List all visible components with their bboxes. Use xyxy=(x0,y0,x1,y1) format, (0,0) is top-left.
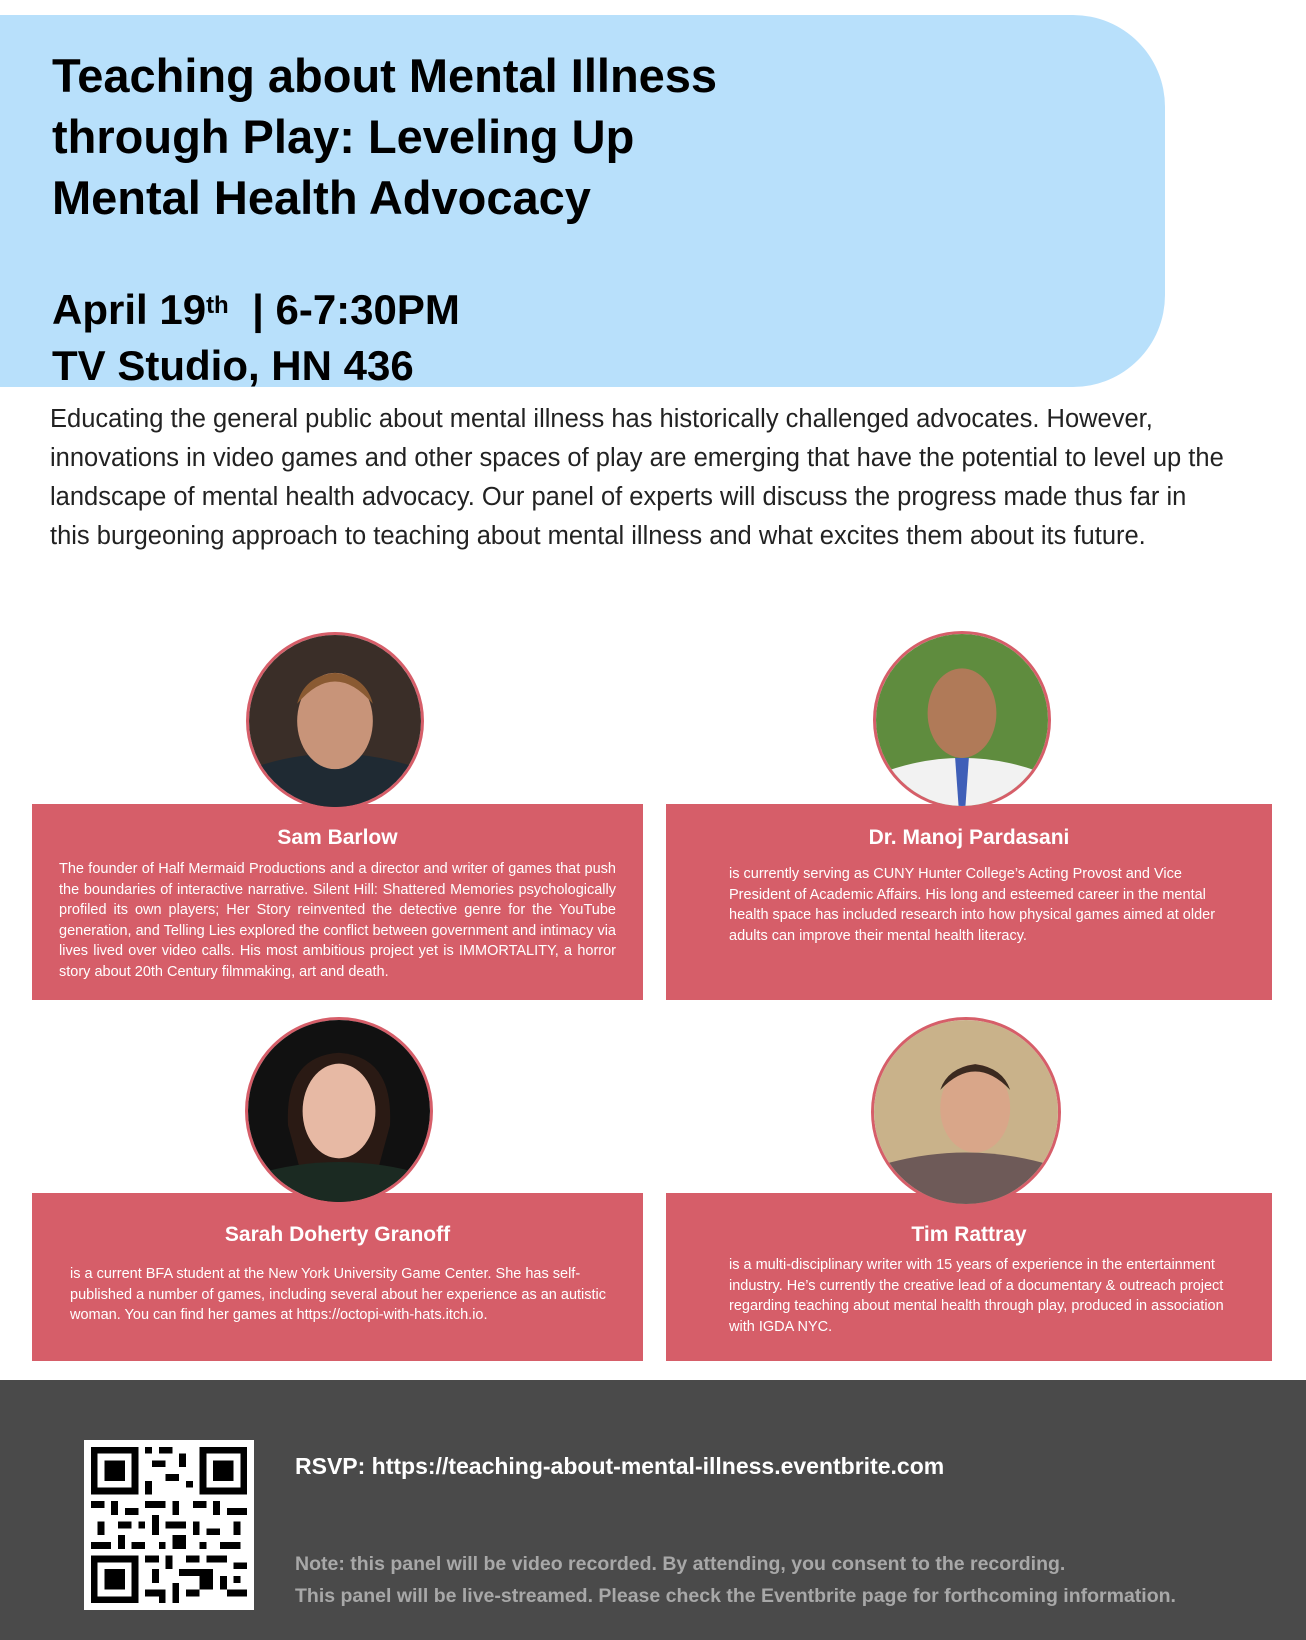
event-description: Educating the general public about mental illness has historically challenged advocates. However, innovations in video games and other spaces of play are emerging that have the potential to level up the landscape of mental health advocacy. Our panel of experts will discuss the progress made thus far in this burgeoning approach to teaching about mental illness and what excites them about its future. xyxy=(50,405,1224,550)
event-title xyxy=(52,45,812,228)
event-location: TV Studio, HN 436 xyxy=(52,342,414,389)
note-line: This panel will be live-streamed. Please check the Eventbrite page for forthcoming information. xyxy=(295,1585,1176,1607)
speaker-photo xyxy=(873,631,1051,809)
speaker-name: Sarah Doherty Granoff xyxy=(224,1223,451,1246)
speaker-bio: is currently serving as CUNY Hunter College’s Acting Provost and Vice President of Academic Affairs. His long and esteemed career in the mental health space has included research into how physical games aimed at older adults can improve their mental health literacy. xyxy=(729,866,1216,944)
speaker-card xyxy=(32,1193,643,1361)
speaker-photo xyxy=(246,632,424,810)
date-suffix: th xyxy=(206,292,229,319)
speaker-card xyxy=(32,804,643,1000)
event-datetime xyxy=(52,282,460,394)
speaker-photo xyxy=(871,1017,1061,1207)
speaker-card xyxy=(666,804,1272,1000)
event-time: | 6-7:30PM xyxy=(252,286,460,333)
title-line: through Play: Leveling Up xyxy=(52,110,635,163)
qr-code-icon[interactable] xyxy=(84,1440,254,1610)
footer xyxy=(0,1380,1306,1640)
note-line: Note: this panel will be video recorded. By attending, you consent to the recording. xyxy=(295,1553,1066,1575)
speaker-name: Tim Rattray xyxy=(911,1223,1027,1246)
title-line: Teaching about Mental Illness xyxy=(52,49,718,102)
speaker-photo xyxy=(245,1017,433,1205)
speaker-bio: is a multi-disciplinary writer with 15 years of experience in the entertainment industry. He’s currently the creative lead of a documentary & outreach project regarding teaching about mental health through play, produced in association with IGDA NYC. xyxy=(729,1257,1224,1335)
speaker-bio: The founder of Half Mermaid Productions and a director and writer of games that push the boundaries of interactive narrative. Silent Hill: Shattered Memories psychologically profiled its own players; Her Story reinvented the detective genre for the YouTube generation, and Telling Lies explored the conflict between government and intimacy via lives lived over video calls. His most ambitious project yet is IMMORTALITY, a horror story about 20th Century filmmaking, art and death. xyxy=(59,861,616,980)
rsvp-link[interactable]: RSVP: https://teaching-about-mental-illness.eventbrite.com xyxy=(295,1453,945,1479)
speaker-bio: is a current BFA student at the New York University Game Center. She has self-published a number of games, including several about her experience as an autistic woman. You can find her games at https://octopi-with-hats.itch.io. xyxy=(70,1266,607,1323)
event-date: April 19 xyxy=(52,286,207,333)
title-line: Mental Health Advocacy xyxy=(52,171,591,224)
speaker-name: Dr. Manoj Pardasani xyxy=(868,826,1070,849)
recording-note xyxy=(295,1548,1176,1612)
speaker-card xyxy=(666,1193,1272,1361)
speaker-name: Sam Barlow xyxy=(277,826,398,849)
header-banner xyxy=(0,15,1165,387)
